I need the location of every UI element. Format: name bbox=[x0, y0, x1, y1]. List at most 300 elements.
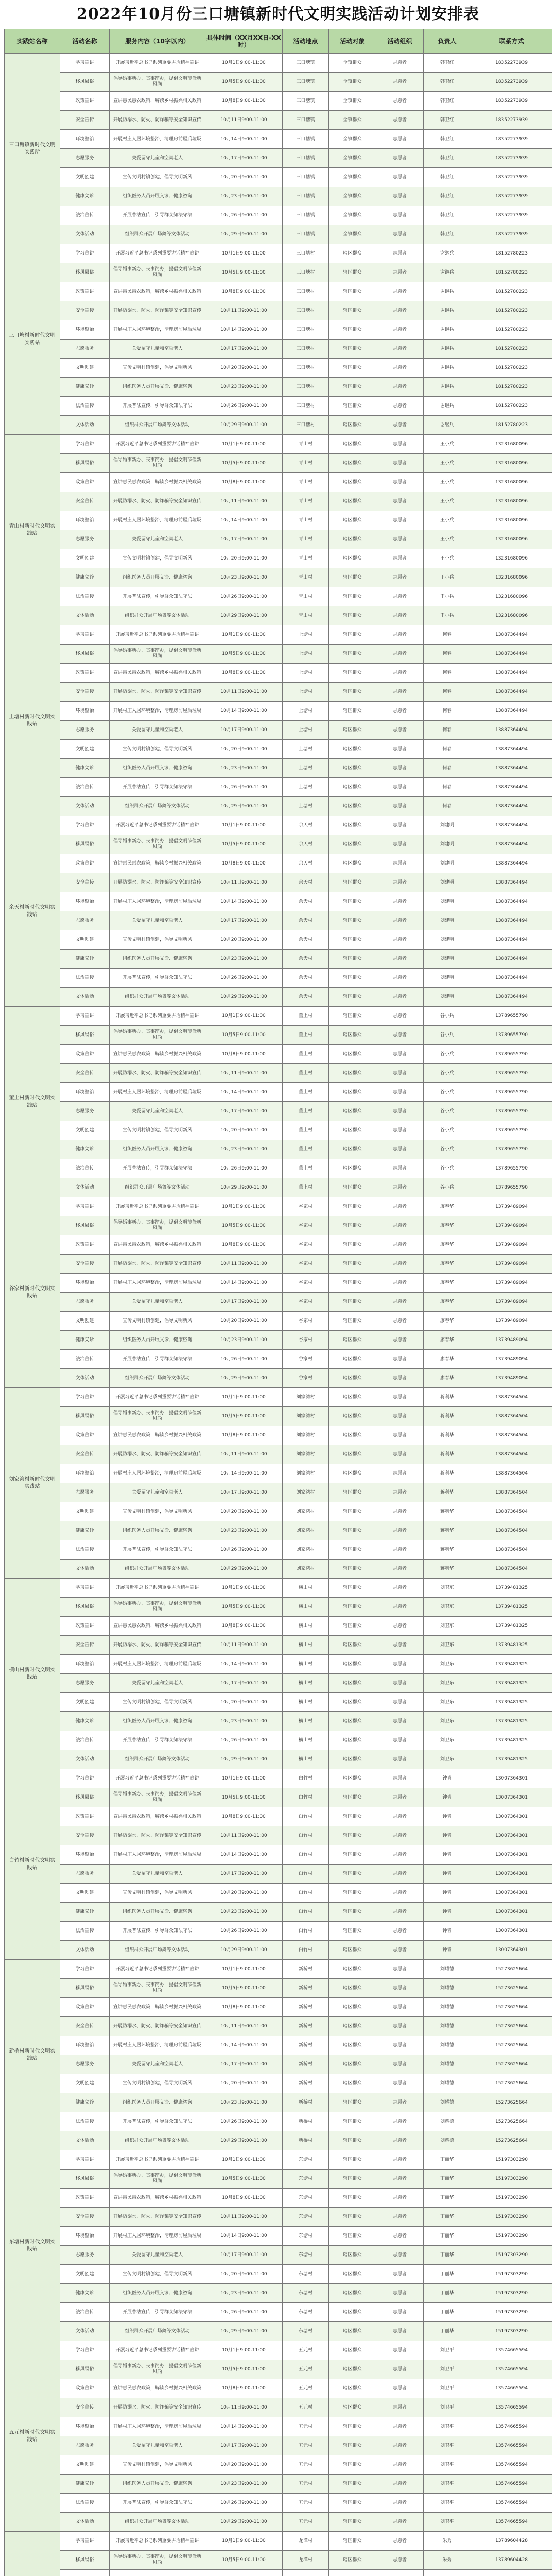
organizer-cell: 志愿者 bbox=[376, 2551, 424, 2570]
audience-cell: 全镇群众 bbox=[329, 187, 376, 206]
place-cell: 董上村 bbox=[283, 1026, 329, 1045]
table-row bbox=[5, 1026, 552, 1045]
service-content-cell: 开展村庄人居环境整治，清理房前屋后垃圾 bbox=[110, 2227, 205, 2246]
table-row bbox=[5, 1598, 552, 1617]
audience-cell: 全镇群众 bbox=[329, 225, 376, 244]
organizer-cell: 志愿者 bbox=[376, 1445, 424, 1464]
place-cell: 白竹村 bbox=[283, 1922, 329, 1941]
organizer-cell: 志愿者 bbox=[376, 1540, 424, 1560]
time-cell: 10月14日9:00-11:00 bbox=[205, 1845, 283, 1865]
organizer-cell: 志愿者 bbox=[376, 378, 424, 397]
place-cell: 横山村 bbox=[283, 1712, 329, 1731]
time-cell: 10月20日9:00-11:00 bbox=[205, 1121, 283, 1140]
organizer-cell: 志愿者 bbox=[376, 1807, 424, 1826]
phone-cell: 13007364301 bbox=[471, 1941, 552, 1960]
organizer-cell: 志愿者 bbox=[376, 1674, 424, 1693]
organizer-cell: 志愿者 bbox=[376, 2170, 424, 2189]
table-row bbox=[5, 835, 552, 854]
leader-cell: 蒋利华 bbox=[424, 1445, 471, 1464]
organizer-cell: 志愿者 bbox=[376, 587, 424, 606]
audience-cell: 辖区群众 bbox=[329, 1712, 376, 1731]
phone-cell: 18352273939 bbox=[471, 168, 552, 187]
phone-cell: 13887364494 bbox=[471, 892, 552, 911]
phone-cell: 13789655790 bbox=[471, 1178, 552, 1197]
activity-name-cell: 法治宣传 bbox=[60, 1350, 110, 1369]
leader-cell: 王小兵 bbox=[424, 435, 471, 454]
time-cell: 10月14日9:00-11:00 bbox=[205, 702, 283, 721]
organizer-cell: 志愿者 bbox=[376, 835, 424, 854]
time-cell: 10月17日9:00-11:00 bbox=[205, 1293, 283, 1312]
phone-cell: 13007364301 bbox=[471, 1922, 552, 1941]
place-cell: 上塘村 bbox=[283, 759, 329, 778]
table-row bbox=[5, 1903, 552, 1922]
time-cell: 10月20日9:00-11:00 bbox=[205, 1693, 283, 1712]
place-cell: 新桥村 bbox=[283, 1998, 329, 2017]
activity-name-cell: 志愿服务 bbox=[60, 1102, 110, 1121]
audience-cell: 辖区群众 bbox=[329, 1216, 376, 1235]
service-content-cell: 关爱留守儿童和空巢老人 bbox=[110, 1293, 205, 1312]
activity-name-cell: 文体活动 bbox=[60, 1178, 110, 1197]
service-content-cell: 宣传文明村镇创建，倡导文明新风 bbox=[110, 2074, 205, 2093]
organizer-cell: 志愿者 bbox=[376, 1731, 424, 1750]
leader-cell: 刘卫平 bbox=[424, 2436, 471, 2455]
service-content-cell: 开展防溺水、防火、防诈骗等安全知识宣传 bbox=[110, 2398, 205, 2417]
organizer-cell: 志愿者 bbox=[376, 568, 424, 587]
activity-name-cell: 法治宣传 bbox=[60, 587, 110, 606]
leader-cell: 蒋利华 bbox=[424, 1426, 471, 1445]
time-cell: 10月14日9:00-11:00 bbox=[205, 1083, 283, 1102]
audience-cell: 全镇群众 bbox=[329, 206, 376, 225]
organizer-cell: 志愿者 bbox=[376, 2475, 424, 2494]
phone-cell: 13739481325 bbox=[471, 1750, 552, 1769]
place-cell: 龙潭村 bbox=[283, 2532, 329, 2551]
time-cell: 10月11日9:00-11:00 bbox=[205, 492, 283, 511]
activity-name-cell: 志愿服务 bbox=[60, 530, 110, 549]
activity-name-cell: 政策宣讲 bbox=[60, 1235, 110, 1255]
table-row bbox=[5, 1102, 552, 1121]
audience-cell: 辖区群众 bbox=[329, 2150, 376, 2170]
time-cell: 10月29日9:00-11:00 bbox=[205, 2131, 283, 2150]
place-cell: 白竹村 bbox=[283, 1826, 329, 1845]
time-cell: 10月23日9:00-11:00 bbox=[205, 2093, 283, 2112]
time-cell: 10月5日9:00-11:00 bbox=[205, 1216, 283, 1235]
place-cell: 余天村 bbox=[283, 930, 329, 950]
audience-cell: 辖区群众 bbox=[329, 1884, 376, 1903]
service-content-cell: 开展防溺水、防火、防诈骗等安全知识宣传 bbox=[110, 301, 205, 320]
organizer-cell: 志愿者 bbox=[376, 1045, 424, 1064]
phone-cell: 13739481325 bbox=[471, 1655, 552, 1674]
organizer-cell: 志愿者 bbox=[376, 1598, 424, 1617]
phone-cell: 13231680096 bbox=[471, 549, 552, 568]
organizer-cell: 志愿者 bbox=[376, 1350, 424, 1369]
table-row bbox=[5, 1655, 552, 1674]
phone-cell: 13739481325 bbox=[471, 1617, 552, 1636]
audience-cell: 辖区群众 bbox=[329, 1941, 376, 1960]
header-leader: 负责人 bbox=[424, 29, 471, 54]
organizer-cell: 志愿者 bbox=[376, 2360, 424, 2379]
service-content-cell: 开展习近平总书记系列重要讲话精神宣讲 bbox=[110, 435, 205, 454]
time-cell: 10月8日9:00-11:00 bbox=[205, 282, 283, 301]
phone-cell: 13887364494 bbox=[471, 873, 552, 892]
time-cell: 10月20日9:00-11:00 bbox=[205, 168, 283, 187]
time-cell: 10月29日9:00-11:00 bbox=[205, 225, 283, 244]
audience-cell: 辖区群众 bbox=[329, 1178, 376, 1197]
activity-name-cell: 法治宣传 bbox=[60, 778, 110, 797]
audience-cell: 辖区群众 bbox=[329, 778, 376, 797]
organizer-cell: 志愿者 bbox=[376, 149, 424, 168]
activity-name-cell: 学习宣讲 bbox=[60, 625, 110, 645]
phone-cell: 13789655790 bbox=[471, 1102, 552, 1121]
leader-cell: 谷小兵 bbox=[424, 1026, 471, 1045]
service-content-cell: 开展习近平总书记系列重要讲话精神宣讲 bbox=[110, 1388, 205, 1407]
activity-name-cell: 安全宣传 bbox=[60, 1826, 110, 1845]
time-cell: 10月20日9:00-11:00 bbox=[205, 1884, 283, 1903]
place-cell: 三口塘镇 bbox=[283, 168, 329, 187]
time-cell: 10月11日9:00-11:00 bbox=[205, 683, 283, 702]
service-content-cell: 关爱留守儿童和空巢老人 bbox=[110, 1674, 205, 1693]
service-content-cell: 宣传文明村镇创建，倡导文明新风 bbox=[110, 359, 205, 378]
audience-cell: 辖区群众 bbox=[329, 435, 376, 454]
service-content-cell: 开展防溺水、防火、防诈骗等安全知识宣传 bbox=[110, 492, 205, 511]
organizer-cell: 志愿者 bbox=[376, 187, 424, 206]
audience-cell: 辖区群众 bbox=[329, 282, 376, 301]
time-cell: 10月1日9:00-11:00 bbox=[205, 1197, 283, 1216]
activity-name-cell: 文体活动 bbox=[60, 416, 110, 435]
service-content-cell: 倡导婚事新办、丧事简办，提倡文明节俭新风尚 bbox=[110, 1979, 205, 1998]
place-cell: 三口塘村 bbox=[283, 378, 329, 397]
leader-cell: 廖春华 bbox=[424, 1350, 471, 1369]
organizer-cell: 志愿者 bbox=[376, 816, 424, 835]
time-cell: 10月17日9:00-11:00 bbox=[205, 1674, 283, 1693]
organizer-cell: 志愿者 bbox=[376, 1941, 424, 1960]
leader-cell: 谷小兵 bbox=[424, 1064, 471, 1083]
leader-cell: 王小兵 bbox=[424, 549, 471, 568]
leader-cell: 王小兵 bbox=[424, 606, 471, 625]
activity-name-cell: 政策宣讲 bbox=[60, 2379, 110, 2398]
audience-cell: 辖区群众 bbox=[329, 2341, 376, 2360]
phone-cell: 13739481325 bbox=[471, 1731, 552, 1750]
table-row bbox=[5, 778, 552, 797]
place-cell: 谷家村 bbox=[283, 1350, 329, 1369]
place-cell: 白竹村 bbox=[283, 1941, 329, 1960]
time-cell: 10月17日9:00-11:00 bbox=[205, 149, 283, 168]
time-cell: 10月26日9:00-11:00 bbox=[205, 2303, 283, 2322]
place-cell: 白竹村 bbox=[283, 1845, 329, 1865]
audience-cell: 辖区群众 bbox=[329, 1464, 376, 1483]
leader-cell: 朱秀 bbox=[424, 2532, 471, 2551]
service-content-cell: 关爱留守儿童和空巢老人 bbox=[110, 530, 205, 549]
activity-name-cell: 志愿服务 bbox=[60, 149, 110, 168]
leader-cell: 刘卫东 bbox=[424, 1712, 471, 1731]
organizer-cell: 志愿者 bbox=[376, 1140, 424, 1159]
table-row bbox=[5, 1445, 552, 1464]
place-cell: 白竹村 bbox=[283, 1865, 329, 1884]
leader-cell: 刘卫平 bbox=[424, 2513, 471, 2532]
phone-cell: 15273625664 bbox=[471, 2131, 552, 2150]
leader-cell: 谢继兵 bbox=[424, 416, 471, 435]
activity-name-cell: 文明创建 bbox=[60, 168, 110, 187]
phone-cell: 13887364504 bbox=[471, 1483, 552, 1502]
table-row bbox=[5, 1769, 552, 1788]
activity-name-cell: 环境整治 bbox=[60, 1655, 110, 1674]
service-content-cell: 组织群众开展广场舞等文体活动 bbox=[110, 2131, 205, 2150]
table-row bbox=[5, 1998, 552, 2017]
activity-name-cell: 学习宣讲 bbox=[60, 2150, 110, 2170]
service-content-cell: 倡导婚事新办、丧事简办，提倡文明节俭新风尚 bbox=[110, 2170, 205, 2189]
place-cell: 五元村 bbox=[283, 2379, 329, 2398]
service-content-cell: 宣讲惠民惠农政策，解读乡村振兴相关政策 bbox=[110, 1426, 205, 1445]
place-cell: 五元村 bbox=[283, 2360, 329, 2379]
audience-cell: 辖区群众 bbox=[329, 2055, 376, 2074]
organizer-cell: 志愿者 bbox=[376, 2379, 424, 2398]
table-row bbox=[5, 1426, 552, 1445]
table-row bbox=[5, 2093, 552, 2112]
place-cell: 东塘村 bbox=[283, 2170, 329, 2189]
table-row bbox=[5, 1884, 552, 1903]
audience-cell: 辖区群众 bbox=[329, 1617, 376, 1636]
activity-name-cell: 移风易俗 bbox=[60, 645, 110, 664]
phone-cell: 18152780223 bbox=[471, 416, 552, 435]
leader-cell: 刘耀德 bbox=[424, 2112, 471, 2131]
phone-cell: 13231680096 bbox=[471, 435, 552, 454]
activity-name-cell: 志愿服务 bbox=[60, 1483, 110, 1502]
leader-cell: 廖春华 bbox=[424, 1331, 471, 1350]
activity-name-cell: 法治宣传 bbox=[60, 397, 110, 416]
organizer-cell: 志愿者 bbox=[376, 2036, 424, 2055]
time-cell: 10月26日9:00-11:00 bbox=[205, 397, 283, 416]
leader-cell: 刘耀德 bbox=[424, 1960, 471, 1979]
phone-cell: 13007364301 bbox=[471, 1769, 552, 1788]
service-content-cell: 开展普法宣传，引导群众知法守法 bbox=[110, 2303, 205, 2322]
leader-cell: 谷小兵 bbox=[424, 1083, 471, 1102]
header-activity: 活动名称 bbox=[60, 29, 110, 54]
audience-cell: 辖区群众 bbox=[329, 1903, 376, 1922]
time-cell: 10月14日9:00-11:00 bbox=[205, 2227, 283, 2246]
audience-cell: 辖区群众 bbox=[329, 969, 376, 988]
place-cell: 五元村 bbox=[283, 2417, 329, 2436]
leader-cell: 刘建明 bbox=[424, 816, 471, 835]
organizer-cell: 志愿者 bbox=[376, 950, 424, 969]
organizer-cell: 志愿者 bbox=[376, 1617, 424, 1636]
table-row bbox=[5, 435, 552, 454]
audience-cell: 辖区群众 bbox=[329, 2265, 376, 2284]
organizer-cell: 志愿者 bbox=[376, 1845, 424, 1865]
table-row bbox=[5, 1159, 552, 1178]
table-row bbox=[5, 911, 552, 930]
place-cell: 新桥村 bbox=[283, 1960, 329, 1979]
audience-cell: 辖区群众 bbox=[329, 1445, 376, 1464]
table-row bbox=[5, 2570, 552, 2576]
place-cell: 刘家湾村 bbox=[283, 1407, 329, 1426]
time-cell: 10月23日9:00-11:00 bbox=[205, 950, 283, 969]
audience-cell: 辖区群众 bbox=[329, 1407, 376, 1426]
activity-name-cell: 文明创建 bbox=[60, 549, 110, 568]
activity-name-cell: 移风易俗 bbox=[60, 454, 110, 473]
time-cell: 10月1日9:00-11:00 bbox=[205, 435, 283, 454]
audience-cell: 辖区群众 bbox=[329, 1045, 376, 1064]
organizer-cell: 志愿者 bbox=[376, 873, 424, 892]
phone-cell: 13887364504 bbox=[471, 1464, 552, 1483]
place-cell: 横山村 bbox=[283, 1636, 329, 1655]
organizer-cell: 志愿者 bbox=[376, 1788, 424, 1807]
service-content-cell: 组织群众开展广场舞等文体活动 bbox=[110, 225, 205, 244]
table-row bbox=[5, 1788, 552, 1807]
audience-cell: 辖区群众 bbox=[329, 263, 376, 282]
leader-cell: 丁丽华 bbox=[424, 2303, 471, 2322]
organizer-cell: 志愿者 bbox=[376, 2417, 424, 2436]
table-row bbox=[5, 2055, 552, 2074]
service-content-cell: 组织医务人员开展义诊、健康咨询 bbox=[110, 950, 205, 969]
audience-cell: 辖区群众 bbox=[329, 1007, 376, 1026]
organizer-cell: 志愿者 bbox=[376, 473, 424, 492]
table-row bbox=[5, 1941, 552, 1960]
organizer-cell: 志愿者 bbox=[376, 2341, 424, 2360]
organizer-cell: 志愿者 bbox=[376, 1178, 424, 1197]
leader-cell: 谢继兵 bbox=[424, 320, 471, 340]
table-row bbox=[5, 1979, 552, 1998]
table-row bbox=[5, 2036, 552, 2055]
service-content-cell: 开展习近平总书记系列重要讲话精神宣讲 bbox=[110, 2150, 205, 2170]
time-cell: 10月1日9:00-11:00 bbox=[205, 625, 283, 645]
table-row bbox=[5, 54, 552, 73]
organizer-cell: 志愿者 bbox=[376, 1636, 424, 1655]
time-cell: 10月5日9:00-11:00 bbox=[205, 1598, 283, 1617]
phone-cell: 13739489094 bbox=[471, 1235, 552, 1255]
activity-name-cell: 健康义诊 bbox=[60, 950, 110, 969]
service-content-cell: 宣传文明村镇创建，倡导文明新风 bbox=[110, 2455, 205, 2475]
station-name-cell: 新桥村新时代文明实践站 bbox=[5, 1960, 60, 2150]
table-row bbox=[5, 606, 552, 625]
place-cell: 三口塘镇 bbox=[283, 73, 329, 92]
activity-name-cell: 文体活动 bbox=[60, 225, 110, 244]
activity-name-cell: 安全宣传 bbox=[60, 2017, 110, 2036]
service-content-cell: 组织医务人员开展义诊、健康咨询 bbox=[110, 1712, 205, 1731]
place-cell: 白竹村 bbox=[283, 1884, 329, 1903]
audience-cell: 辖区群众 bbox=[329, 1579, 376, 1598]
phone-cell: 15197303290 bbox=[471, 2322, 552, 2341]
activity-name-cell: 志愿服务 bbox=[60, 721, 110, 740]
leader-cell: 韩卫红 bbox=[424, 225, 471, 244]
phone-cell: 13574665594 bbox=[471, 2436, 552, 2455]
phone-cell: 13574665594 bbox=[471, 2475, 552, 2494]
activity-name-cell: 法治宣传 bbox=[60, 1159, 110, 1178]
leader-cell: 谷小兵 bbox=[424, 1121, 471, 1140]
place-cell: 三口塘村 bbox=[283, 263, 329, 282]
organizer-cell: 志愿者 bbox=[376, 1102, 424, 1121]
table-row bbox=[5, 1617, 552, 1636]
service-content-cell: 宣讲惠民惠农政策，解读乡村振兴相关政策 bbox=[110, 282, 205, 301]
audience-cell: 辖区群众 bbox=[329, 683, 376, 702]
leader-cell: 韩卫红 bbox=[424, 111, 471, 130]
service-content-cell: 组织群众开展广场舞等文体活动 bbox=[110, 1750, 205, 1769]
activity-name-cell: 环境整治 bbox=[60, 1274, 110, 1293]
activity-name-cell: 学习宣讲 bbox=[60, 1007, 110, 1026]
phone-cell: 13887364494 bbox=[471, 950, 552, 969]
service-content-cell: 倡导婚事新办、丧事简办，提倡文明节俭新风尚 bbox=[110, 835, 205, 854]
phone-cell: 13231680096 bbox=[471, 568, 552, 587]
service-content-cell: 宣讲惠民惠农政策，解读乡村振兴相关政策 bbox=[110, 854, 205, 873]
header-place: 活动地点 bbox=[283, 29, 329, 54]
audience-cell: 辖区群众 bbox=[329, 2036, 376, 2055]
leader-cell: 蒋利华 bbox=[424, 1464, 471, 1483]
phone-cell: 18152780223 bbox=[471, 301, 552, 320]
organizer-cell: 志愿者 bbox=[376, 1312, 424, 1331]
activity-name-cell: 文明创建 bbox=[60, 1884, 110, 1903]
leader-cell: 刘建明 bbox=[424, 892, 471, 911]
place-cell: 余天村 bbox=[283, 816, 329, 835]
phone-cell: 13739481325 bbox=[471, 1674, 552, 1693]
place-cell: 白竹村 bbox=[283, 1788, 329, 1807]
activity-name-cell: 志愿服务 bbox=[60, 911, 110, 930]
organizer-cell: 志愿者 bbox=[376, 2074, 424, 2093]
time-cell: 10月29日9:00-11:00 bbox=[205, 1178, 283, 1197]
place-cell: 五元村 bbox=[283, 2436, 329, 2455]
activity-name-cell: 安全宣传 bbox=[60, 1064, 110, 1083]
table-row bbox=[5, 2494, 552, 2513]
leader-cell: 韩卫红 bbox=[424, 168, 471, 187]
phone-cell: 13739489094 bbox=[471, 1216, 552, 1235]
service-content-cell: 开展普法宣传，引导群众知法守法 bbox=[110, 2112, 205, 2131]
service-content-cell: 宣传文明村镇创建，倡导文明新风 bbox=[110, 2265, 205, 2284]
time-cell: 10月23日9:00-11:00 bbox=[205, 759, 283, 778]
audience-cell: 全镇群众 bbox=[329, 54, 376, 73]
activity-name-cell: 安全宣传 bbox=[60, 111, 110, 130]
activity-name-cell: 文体活动 bbox=[60, 1369, 110, 1388]
phone-cell: 13887364494 bbox=[471, 854, 552, 873]
table-row bbox=[5, 1502, 552, 1521]
service-content-cell: 开展习近平总书记系列重要讲话精神宣讲 bbox=[110, 816, 205, 835]
leader-cell: 王小兵 bbox=[424, 492, 471, 511]
page-title: 2022年10月份三口塘镇新时代文明实践活动计划安排表 bbox=[76, 5, 480, 23]
service-content-cell: 开展防溺水、防火、防诈骗等安全知识宣传 bbox=[110, 2208, 205, 2227]
place-cell: 三口塘村 bbox=[283, 282, 329, 301]
table-row bbox=[5, 2017, 552, 2036]
service-content-cell: 开展习近平总书记系列重要讲话精神宣讲 bbox=[110, 1007, 205, 1026]
activity-name-cell bbox=[60, 2570, 110, 2576]
table-row bbox=[5, 1331, 552, 1350]
service-content-cell: 宣传文明村镇创建，倡导文明新风 bbox=[110, 1693, 205, 1712]
place-cell: 青山村 bbox=[283, 473, 329, 492]
leader-cell: 蒋利华 bbox=[424, 1483, 471, 1502]
place-cell: 上塘村 bbox=[283, 740, 329, 759]
phone-cell: 18352273939 bbox=[471, 149, 552, 168]
phone-cell: 15273625664 bbox=[471, 2055, 552, 2074]
leader-cell: 钟青 bbox=[424, 1941, 471, 1960]
phone-cell: 13887364494 bbox=[471, 759, 552, 778]
phone-cell: 13574665594 bbox=[471, 2398, 552, 2417]
activity-name-cell: 法治宣传 bbox=[60, 1540, 110, 1560]
place-cell: 余天村 bbox=[283, 969, 329, 988]
time-cell: 10月20日9:00-11:00 bbox=[205, 359, 283, 378]
time-cell: 10月5日9:00-11:00 bbox=[205, 454, 283, 473]
table-row bbox=[5, 473, 552, 492]
leader-cell: 丁丽华 bbox=[424, 2170, 471, 2189]
audience-cell: 全镇群众 bbox=[329, 73, 376, 92]
phone-cell: 18352273939 bbox=[471, 225, 552, 244]
audience-cell: 辖区群众 bbox=[329, 2131, 376, 2150]
station-name-cell: 青山村新时代文明实践站 bbox=[5, 435, 60, 625]
audience-cell: 辖区群众 bbox=[329, 1331, 376, 1350]
service-content-cell: 开展普法宣传，引导群众知法守法 bbox=[110, 2494, 205, 2513]
phone-cell: 15273625664 bbox=[471, 1979, 552, 1998]
organizer-cell: 志愿者 bbox=[376, 1998, 424, 2017]
place-cell: 五元村 bbox=[283, 2398, 329, 2417]
time-cell: 10月20日9:00-11:00 bbox=[205, 2265, 283, 2284]
place-cell: 谷家村 bbox=[283, 1369, 329, 1388]
service-content-cell: 开展普法宣传，引导群众知法守法 bbox=[110, 587, 205, 606]
audience-cell: 辖区群众 bbox=[329, 1293, 376, 1312]
audience-cell: 辖区群众 bbox=[329, 1121, 376, 1140]
